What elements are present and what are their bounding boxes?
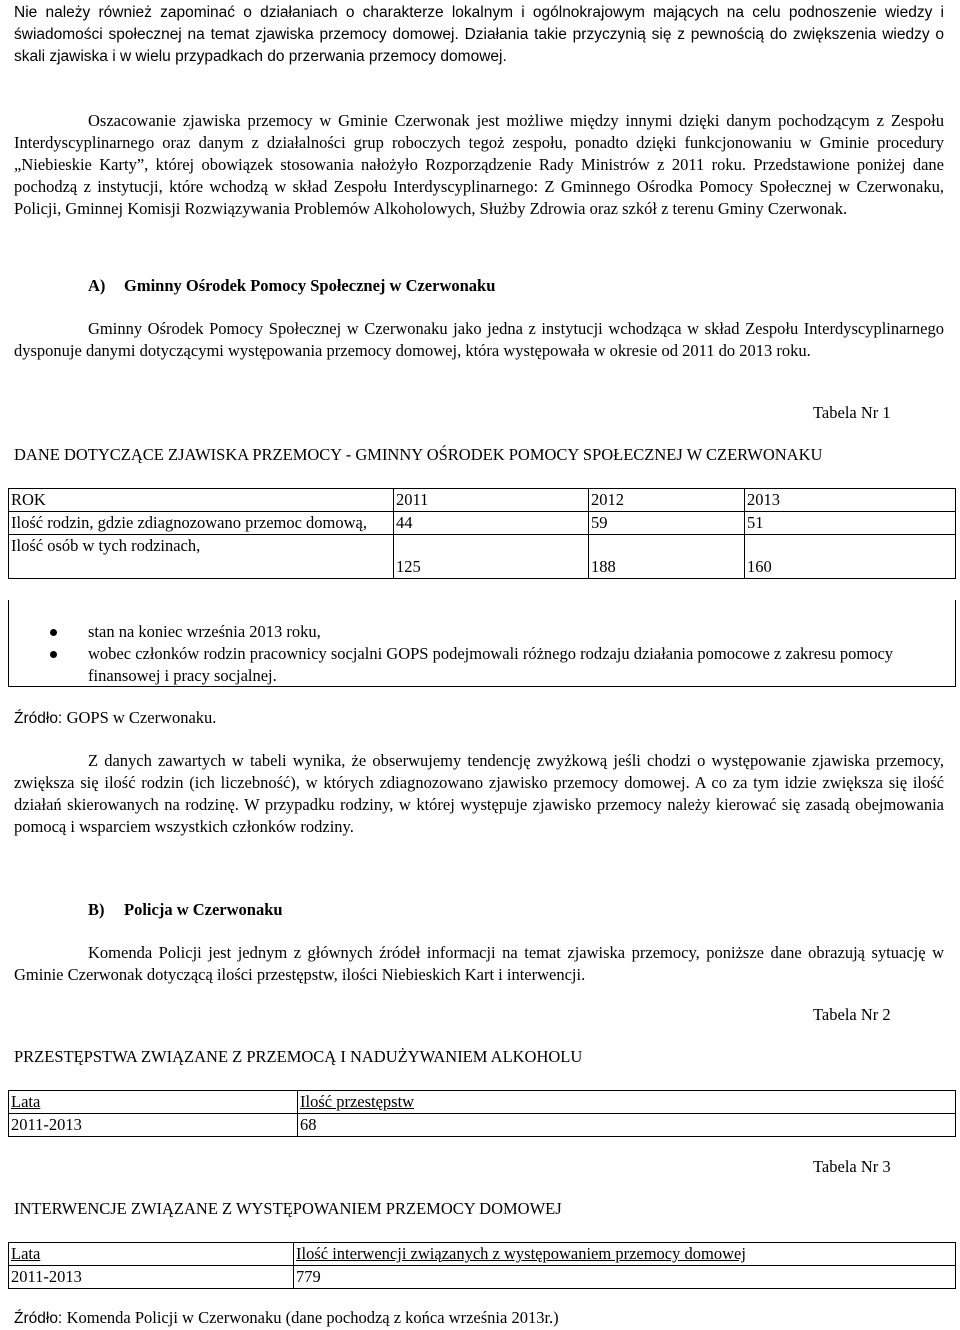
header-text: Lata [11, 1092, 41, 1111]
intro-paragraph: Nie należy również zapominać o działaniach o charakterze lokalnym i ogólnokrajowym mających na celu podnoszenie wiedzy i świadomości społecznej na temat zjawiska przemocy domowej. Działania takie przyczynią się z pewnością do zwiększenia wiedzy o skali zjawiska i w wielu przypadkach do przerwania przemocy domowej. [14, 4, 944, 65]
header-text: Ilość przestępstw [300, 1092, 415, 1111]
table-row [9, 512, 956, 535]
estimation-text: Oszacowanie zjawiska przemocy w Gminie Czerwonak jest możliwe między innymi dzięki danym pochodzącym z Zespołu Interdyscyplinarnego oraz danym z działalności grup roboczych tegoż zespołu, ponadto dzięki funkcjonowaniu w Gminie procedury „Niebieskie Karty”, której obowiązek stosowania nałożyło Rozporządzenie Rady Ministrów z 2011 roku. [14, 111, 944, 174]
list-item-text: stan na koniec września 2013 roku, [88, 622, 321, 641]
notes-list [48, 621, 948, 687]
section-b-heading [88, 900, 283, 920]
table-cell: 2011-2013 [9, 1114, 298, 1137]
list-item [48, 643, 948, 687]
estimation-paragraph [14, 110, 944, 220]
source-note-b [14, 1308, 559, 1328]
section-a-title: Gminny Ośrodek Pomocy Społecznej w Czerwonaku [124, 276, 496, 295]
table-cell: 51 [745, 512, 956, 535]
table-cell: 160 [745, 535, 956, 579]
table-header-cell: 2011 [394, 489, 589, 512]
interventions-table [8, 1242, 956, 1289]
table-header-cell [294, 1243, 956, 1266]
header-text: Ilość interwencji związanych z występowaniem przemocy domowej [296, 1244, 746, 1263]
section-a-paragraph: Gminny Ośrodek Pomocy Społecznej w Czerwonaku jako jedna z instytucji wchodząca w skład Zespołu Interdyscyplinarnego dysponuje danymi dotyczącymi występowania przemocy domowej, która występowała w okresie od 2011 do 2013 roku. [14, 319, 944, 360]
conclusion-paragraph: Z danych zawartych w tabeli wynika, że obserwujemy tendencję zwyżkową jeśli chodzi o występowanie zjawiska przemocy, zwiększa się ilość rodzin (ich liczebność), w których zdiagnozowano zjawisko przemocy domowej. A co za tym idzie zwiększa się ilość działań skierowanych na rodzinę. W przypadku rodziny, w której występuje zjawisko przemocy należy kierować się zasadą obejmowania pomocą i wsparciem wszystkich członków rodziny. [14, 751, 944, 836]
list-item-text: wobec członków rodzin pracownicy socjalni GOPS podejmowali różnego rodzaju działania pomocowe z zakresu pomocy finansowej i pracy socjalnej. [88, 644, 894, 685]
table-row [9, 1266, 956, 1289]
table-row [9, 535, 956, 579]
crimes-table [8, 1090, 956, 1137]
table2-title: PRZESTĘPSTWA ZWIĄZANE Z PRZEMOCĄ I NADUŻYWANIEM ALKOHOLU [14, 1047, 583, 1066]
table-header-cell: ROK [9, 489, 394, 512]
table-header-cell [9, 1243, 294, 1266]
table2-label: Tabela Nr 2 [813, 1005, 891, 1024]
source-label: Źródło: [14, 1310, 63, 1327]
table-header-cell [9, 1091, 298, 1114]
table-header-cell [298, 1091, 956, 1114]
table-row [9, 489, 956, 512]
table-header-cell: 2012 [589, 489, 745, 512]
table3-title: INTERWENCJE ZWIĄZANE Z WYSTĘPOWANIEM PRZEMOCY DOMOWEJ [14, 1199, 562, 1218]
source-text: Komenda Policji w Czerwonaku (dane pochodzą z końca września 2013r.) [66, 1308, 559, 1327]
table-row [9, 1114, 956, 1137]
table-cell: 125 [394, 535, 589, 579]
table-row [9, 1091, 956, 1114]
list-item [48, 621, 948, 643]
table-cell: 44 [394, 512, 589, 535]
table-cell: 188 [589, 535, 745, 579]
section-b-letter: B) [88, 900, 105, 919]
institutions-text: Przedstawione poniżej dane pochodzą z instytucji, które wchodzą w skład Zespołu Interdyscyplinarnego: Z Gminnego Ośrodka Pomocy Społecznej w Czerwonaku, Policji, Gminnej Komisji Rozwiązywania Problemów Alkoholowych, Służby Zdrowia oraz szkół z terenu Gminy Czerwonak. [14, 155, 945, 218]
section-a-heading [88, 276, 495, 296]
table-row [9, 1243, 956, 1266]
bullet-icon [50, 651, 57, 658]
table-cell: Ilość rodzin, gdzie zdiagnozowano przemoc domową, [9, 512, 394, 535]
section-b-paragraph: Komenda Policji jest jednym z głównych źródeł informacji na temat zjawiska przemocy, poniższe dane obrazują sytuację w Gminie Czerwonak dotyczącą ilości przestępstw, ilości Niebieskich Kart i interwencji. [14, 943, 944, 984]
table-cell: 68 [298, 1114, 956, 1137]
table-cell: 779 [294, 1266, 956, 1289]
table-cell: Ilość osób w tych rodzinach, [9, 535, 394, 579]
header-text: Lata [11, 1244, 41, 1263]
gops-table [8, 488, 956, 579]
bullet-icon [50, 629, 57, 636]
table-header-cell: 2013 [745, 489, 956, 512]
table1-label: Tabela Nr 1 [813, 403, 891, 422]
table-cell: 2011-2013 [9, 1266, 294, 1289]
table1-title: DANE DOTYCZĄCE ZJAWISKA PRZEMOCY - GMINNY OŚRODEK POMOCY SPOŁECZNEJ W CZERWONAKU [14, 445, 823, 464]
source-label: Źródło: [14, 710, 63, 727]
section-b-title: Policja w Czerwonaku [124, 900, 283, 919]
source-note-a [14, 708, 216, 728]
source-text: GOPS w Czerwonaku. [66, 708, 217, 727]
table-cell: 59 [589, 512, 745, 535]
section-a-letter: A) [88, 276, 106, 295]
table3-label: Tabela Nr 3 [813, 1157, 891, 1176]
